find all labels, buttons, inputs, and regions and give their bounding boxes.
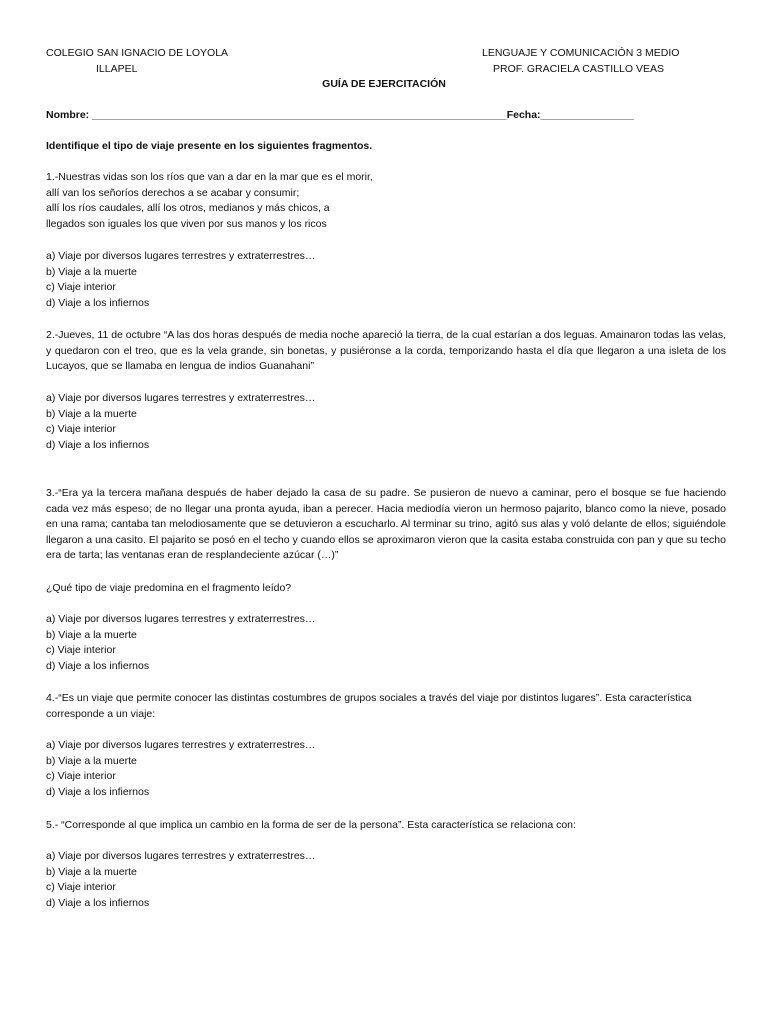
options-2: [46, 391, 726, 453]
option-b: b) Viaje a la muerte: [46, 265, 137, 278]
option-d: d) Viaje a los infiernos: [46, 896, 150, 909]
option-a: a) Viaje por diversos lugares terrestres y extraterrestres…: [46, 850, 316, 862]
school-city: ILLAPEL: [96, 62, 138, 75]
option-a: a) Viaje por diversos lugares terrestres y extraterrestres…: [46, 739, 316, 751]
option-c: c) Viaje interior: [46, 644, 116, 656]
option-c: c) Viaje interior: [46, 423, 116, 435]
option-d: d) Viaje a los infiernos: [46, 659, 150, 672]
question-5: 5.- “Corresponde al que implica un cambio en la forma de ser de la persona”. Esta característica se relaciona con:: [46, 819, 576, 831]
option-b: b) Viaje a la muerte: [46, 628, 137, 641]
option-d: d) Viaje a los infiernos: [46, 785, 150, 798]
school-name: COLEGIO SAN IGNACIO DE LOYOLA: [46, 47, 229, 59]
poem-line: llegados son iguales los que viven por sus manos y los ricos: [46, 217, 327, 230]
options-3: [46, 612, 726, 674]
option-a: a) Viaje por diversos lugares terrestres y extraterrestres…: [46, 392, 316, 404]
question-3-prompt: ¿Qué tipo de viaje predomina en el fragmento leído?: [46, 582, 292, 594]
option-b: b) Viaje a la muerte: [46, 865, 137, 878]
option-d: d) Viaje a los infiernos: [46, 438, 150, 451]
name-date-line: Nombre: _______________________________________________________________________Fecha:________________: [46, 109, 634, 121]
option-c: c) Viaje interior: [46, 881, 116, 893]
options-4: [46, 738, 726, 800]
question-2: 2.-Jueves, 11 de octubre “A las dos horas después de media noche apareció la tierra, de la cual estarían a dos leguas. Amainaron todas las velas, y quedaron con el treo, que es la vela grande, sin bonetas, y pusiéronse a la corda, temporizando hasta el día que llegaron a una isleta de los Lucayos, que se llamaba en lengua de indios Guanahani”: [46, 329, 726, 372]
page-title: GUÍA DE EJERCITACIÓN: [322, 78, 446, 90]
school-header: [46, 46, 228, 77]
poem-line: allí los ríos caudales, allí los otros, medianos y más chicos, a: [46, 202, 330, 214]
instruction: Identifique el tipo de viaje presente en los siguientes fragmentos.: [46, 140, 373, 152]
option-b: b) Viaje a la muerte: [46, 754, 137, 767]
option-c: c) Viaje interior: [46, 770, 116, 782]
question-1: [46, 170, 726, 232]
option-d: d) Viaje a los infiernos: [46, 296, 150, 309]
question-3: 3.-“Era ya la tercera mañana después de haber dejado la casa de su padre. Se pusieron de nuevo a caminar, pero el bosque se fue haciendo cada vez más espeso; de no llegar una pronta ayuda, iban a perecer. Hacia mediodía vieron un hermoso pajarito, blanco como la nieve, posado en una rama; cantaba tan melodiosamente que se detuvieron a escucharlo. Al terminar su trino, agitó sus alas y voló delante de ellos; siguiéndole llegaron a una casito. El pajarito se posó en el techo y cuando ellos se aproximaron vieron que la casita estaba construida con pan y que su techo era de tarta; las ventanas eran de resplandeciente azúcar (…)”: [46, 487, 726, 561]
subject-header: [482, 46, 679, 77]
poem-line: allí van los señoríos derechos a se acabar y consumir;: [46, 186, 300, 199]
option-a: a) Viaje por diversos lugares terrestres y extraterrestres…: [46, 250, 316, 262]
option-b: b) Viaje a la muerte: [46, 407, 137, 420]
question-4: 4.-“Es un viaje que permite conocer las distintas costumbres de grupos sociales a través del viaje por distintos lugares”. Esta característica corresponde a un viaje:: [46, 692, 692, 720]
options-1: [46, 249, 726, 311]
teacher-name: PROF. GRACIELA CASTILLO VEAS: [493, 62, 664, 75]
poem-line: 1.-Nuestras vidas son los ríos que van a dar en la mar que es el morir,: [46, 171, 373, 183]
option-c: c) Viaje interior: [46, 281, 116, 293]
option-a: a) Viaje por diversos lugares terrestres y extraterrestres…: [46, 613, 316, 625]
options-5: [46, 849, 726, 911]
subject-name: LENGUAJE Y COMUNICACIÓN 3 MEDIO: [482, 47, 680, 59]
